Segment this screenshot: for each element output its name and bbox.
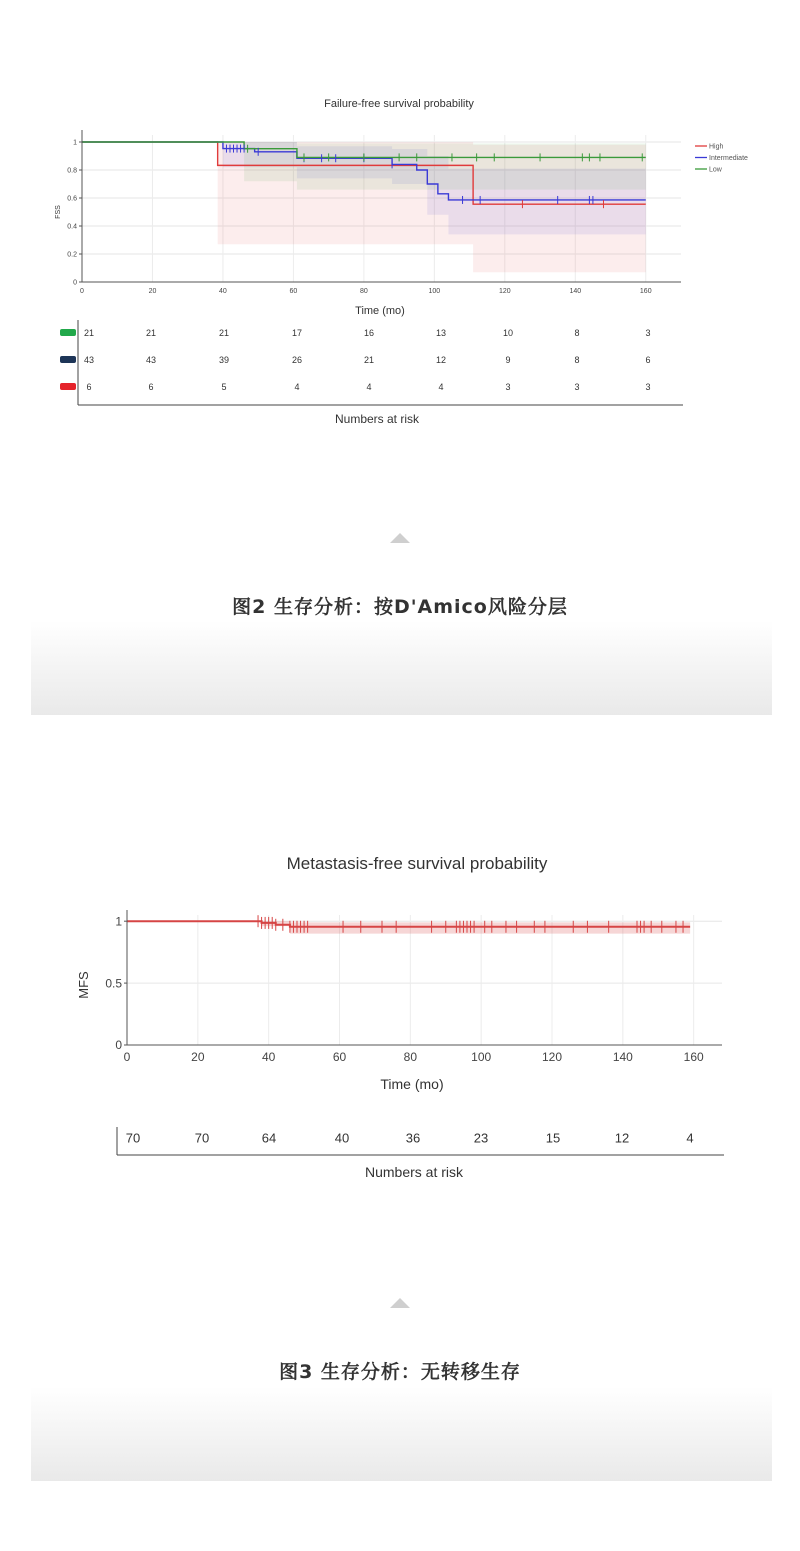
x-tick-label: 40 [261, 1050, 276, 1064]
legend-label: Intermediate [709, 155, 748, 162]
figure-caption: 图2 生存分析：按D'Amico风险分层 [232, 596, 568, 618]
risk-count: 64 [261, 1130, 277, 1146]
risk-row-swatch [60, 329, 76, 336]
grid-lines [127, 915, 722, 1045]
collapse-arrow-icon[interactable] [390, 1298, 410, 1308]
risk-count: 17 [291, 328, 303, 339]
chart-title: Failure-free survival probability [324, 98, 474, 110]
tick-labels [105, 914, 704, 1064]
x-tick-label: 160 [639, 288, 652, 295]
legend-label: Low [709, 166, 722, 174]
risk-row-swatch [60, 383, 76, 390]
risk-count: 13 [435, 328, 447, 339]
risk-count: 12 [614, 1130, 630, 1146]
y-tick-label: 0 [73, 279, 77, 287]
x-tick-label: 40 [219, 288, 227, 295]
x-tick-label: 0 [80, 288, 84, 295]
y-tick-label: 0.4 [67, 223, 77, 231]
risk-count: 10 [502, 328, 514, 339]
risk-count: 3 [645, 382, 651, 393]
risk-count: 26 [291, 355, 303, 366]
risk-count: 16 [363, 328, 375, 339]
x-tick-label: 80 [359, 288, 368, 295]
risk-table [117, 1127, 724, 1155]
y-tick-label: 0.5 [105, 976, 122, 991]
x-axis-label: Time (mo) [355, 305, 405, 317]
risk-count: 6 [86, 382, 92, 393]
y-axis-label: FSS [55, 205, 62, 219]
x-tick-label: 80 [403, 1050, 418, 1064]
failure-free-survival-chart [0, 80, 800, 440]
x-tick-label: 20 [148, 288, 157, 295]
x-tick-label: 140 [569, 288, 582, 295]
risk-count: 3 [574, 382, 580, 393]
risk-count: 70 [194, 1130, 210, 1146]
risk-count: 9 [505, 355, 511, 366]
risk-count: 15 [545, 1130, 561, 1146]
x-tick-label: 140 [612, 1050, 633, 1064]
risk-count: 6 [645, 355, 651, 366]
risk-count: 3 [645, 328, 651, 339]
x-tick-label: 120 [498, 288, 511, 295]
risk-table-label: Numbers at risk [334, 412, 420, 426]
risk-count: 8 [574, 328, 580, 339]
risk-count: 6 [148, 382, 154, 393]
risk-count: 4 [438, 382, 444, 393]
x-tick-label: 60 [289, 288, 298, 295]
risk-count: 21 [145, 328, 157, 339]
risk-count: 21 [363, 355, 375, 366]
risk-table [60, 320, 683, 405]
risk-count: 4 [294, 382, 300, 393]
figure-caption: 图3 生存分析：无转移生存 [279, 1361, 521, 1383]
x-axis-label: Time (mo) [380, 1076, 444, 1092]
risk-count: 21 [218, 328, 230, 339]
risk-count: 39 [218, 355, 230, 366]
risk-count: 3 [505, 382, 511, 393]
risk-count: 70 [125, 1130, 141, 1146]
y-tick-label: 0.6 [67, 195, 77, 203]
chart-title: Metastasis-free survival probability [286, 854, 548, 873]
x-tick-label: 120 [541, 1050, 563, 1064]
x-tick-label: 100 [471, 1050, 492, 1064]
x-tick-label: 20 [191, 1050, 205, 1064]
y-tick-label: 1 [115, 914, 122, 929]
risk-count: 36 [405, 1130, 421, 1146]
legend [695, 144, 748, 174]
risk-count: 5 [221, 382, 227, 393]
y-tick-label: 1 [73, 139, 77, 147]
x-tick-label: 160 [683, 1050, 704, 1064]
risk-count: 12 [435, 355, 447, 366]
risk-count: 40 [334, 1130, 350, 1146]
x-tick-label: 60 [332, 1050, 347, 1064]
risk-count: 43 [83, 355, 95, 366]
y-tick-label: 0.2 [67, 251, 77, 259]
y-tick-label: 0 [115, 1038, 122, 1053]
risk-count: 43 [145, 355, 157, 366]
risk-table-label: Numbers at risk [364, 1164, 464, 1180]
x-tick-label: 100 [428, 288, 441, 295]
metastasis-free-survival-chart [0, 840, 800, 1190]
risk-count: 21 [83, 328, 95, 339]
x-tick-label: 0 [123, 1050, 131, 1064]
risk-count: 4 [366, 382, 372, 393]
collapse-arrow-icon[interactable] [390, 533, 410, 543]
risk-row-swatch [60, 356, 76, 363]
y-axis-label: MFS [76, 971, 91, 999]
risk-count: 23 [473, 1130, 489, 1146]
risk-count: 8 [574, 355, 580, 366]
y-tick-label: 0.8 [67, 167, 77, 175]
legend-label: High [709, 143, 724, 151]
confidence-bands [218, 142, 646, 272]
risk-count: 4 [686, 1130, 694, 1146]
